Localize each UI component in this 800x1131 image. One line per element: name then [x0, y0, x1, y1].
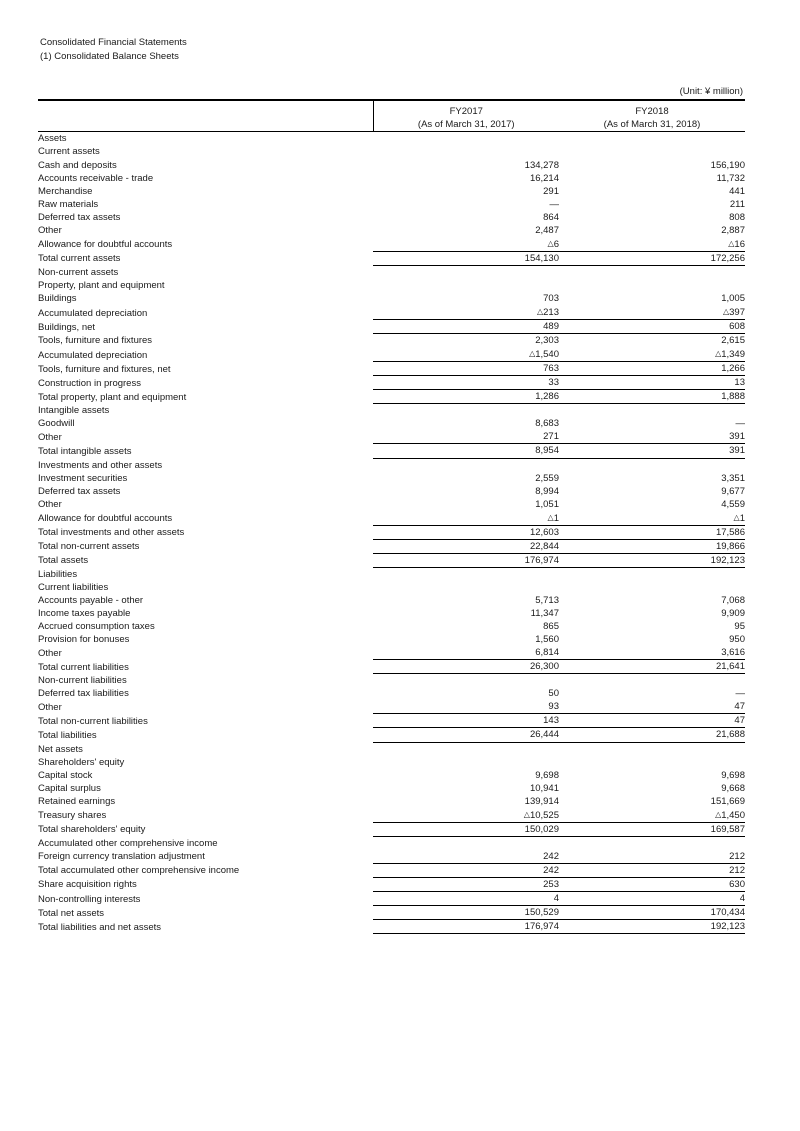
fy2017-year-label: FY2017	[449, 106, 483, 118]
row-value-fy2017	[373, 674, 559, 688]
table-row	[38, 795, 745, 808]
table-row	[38, 404, 745, 418]
row-label: Other	[38, 224, 62, 236]
row-label: Accumulated depreciation	[38, 307, 148, 319]
table-row	[38, 836, 745, 850]
column-header-row	[38, 101, 745, 132]
table-row	[38, 198, 745, 211]
row-value-fy2018: 9,909	[721, 608, 745, 620]
row-value-fy2017: 8,954	[373, 444, 559, 458]
row-value-fy2018: 608	[559, 320, 745, 334]
row-label: Share acquisition rights	[38, 879, 137, 891]
table-row	[38, 620, 745, 633]
row-value-fy2018: 169,587	[559, 822, 745, 836]
document-heading	[40, 36, 745, 64]
row-value-fy2017: △1	[547, 512, 559, 524]
row-value-fy2018: △397	[722, 307, 745, 319]
row-value-fy2018: 3,351	[721, 472, 745, 484]
row-label: Other	[38, 498, 62, 510]
row-value-fy2018: △1	[733, 512, 745, 524]
table-row	[38, 224, 745, 237]
table-row	[38, 742, 745, 756]
row-value-fy2018: 4	[739, 893, 745, 905]
row-value-fy2018	[559, 145, 745, 158]
row-label: Buildings	[38, 292, 77, 304]
row-value-fy2018: 1,005	[721, 292, 745, 304]
row-value-fy2018: 172,256	[559, 251, 745, 265]
row-label: Deferred tax liabilities	[38, 688, 129, 700]
row-value-fy2017: 16,214	[529, 172, 559, 184]
row-value-fy2017: 271	[373, 430, 559, 444]
table-row	[38, 808, 745, 823]
row-label: Retained earnings	[38, 795, 116, 807]
table-row	[38, 498, 745, 511]
row-label: Deferred tax assets	[38, 211, 121, 223]
row-value-fy2018: —	[735, 688, 745, 700]
row-label: Other	[38, 647, 62, 659]
row-value-fy2018	[559, 265, 745, 279]
table-row	[38, 906, 745, 920]
row-label: Current liabilities	[38, 581, 109, 593]
row-value-fy2018: 7,068	[721, 595, 745, 606]
row-value-fy2017: 50	[548, 688, 559, 700]
table-row	[38, 687, 745, 700]
row-label: Investment securities	[38, 472, 128, 484]
row-value-fy2017: 176,974	[373, 553, 559, 567]
label-column-header	[38, 101, 373, 132]
row-label: Net assets	[38, 743, 83, 755]
row-label: Total current liabilities	[38, 661, 129, 673]
unit-note: (Unit: ¥ million)	[679, 86, 743, 98]
table-row	[38, 756, 745, 769]
table-row	[38, 334, 745, 348]
row-label: Raw materials	[38, 198, 99, 210]
row-value-fy2018: 170,434	[559, 906, 745, 920]
fy2018-asof-label: (As of March 31, 2018)	[603, 118, 701, 130]
row-value-fy2018: —	[735, 418, 745, 430]
row-label: Non-current liabilities	[38, 675, 127, 687]
row-value-fy2018: 151,669	[710, 795, 745, 807]
row-value-fy2018: △1,450	[715, 809, 745, 821]
row-value-fy2018: 212	[559, 863, 745, 877]
row-value-fy2018: 211	[729, 198, 745, 210]
row-value-fy2017: 139,914	[524, 795, 559, 807]
row-value-fy2018	[559, 458, 745, 472]
row-label: Total liabilities and net assets	[38, 921, 162, 933]
row-value-fy2018: 13	[559, 376, 745, 390]
table-row	[38, 347, 745, 362]
row-value-fy2018: 11,732	[716, 172, 745, 184]
row-label: Cash and deposits	[38, 159, 117, 171]
table-row	[38, 430, 745, 444]
row-value-fy2017: 763	[373, 362, 559, 376]
table-header	[38, 100, 745, 132]
table-row	[38, 376, 745, 390]
row-value-fy2018: 9,677	[721, 485, 745, 497]
row-value-fy2017: 8,994	[535, 485, 559, 497]
row-value-fy2017: 4	[553, 893, 559, 905]
row-value-fy2018	[559, 404, 745, 418]
table-row	[38, 185, 745, 198]
row-label: Accrued consumption taxes	[38, 621, 155, 633]
document-title: Consolidated Financial Statements	[40, 37, 187, 48]
row-value-fy2017: △6	[547, 238, 559, 250]
table-row	[38, 485, 745, 498]
row-label: Investments and other assets	[38, 459, 163, 471]
row-label: Total net assets	[38, 907, 105, 919]
row-value-fy2017: 26,300	[373, 660, 559, 674]
row-label: Capital surplus	[38, 782, 101, 794]
row-value-fy2017	[373, 132, 559, 145]
table-row	[38, 920, 745, 934]
row-value-fy2017: 2,303	[535, 335, 559, 347]
row-label: Total liabilities	[38, 729, 97, 741]
row-value-fy2018	[559, 836, 745, 850]
row-value-fy2017: 489	[373, 320, 559, 334]
row-label: Allowance for doubtful accounts	[38, 239, 173, 251]
row-value-fy2018: 1,266	[559, 362, 745, 376]
row-label: Accumulated other comprehensive income	[38, 837, 218, 849]
row-value-fy2017: —	[549, 198, 559, 210]
table-row	[38, 159, 745, 172]
row-label: Liabilities	[38, 568, 78, 580]
table-row	[38, 132, 745, 145]
row-value-fy2017	[373, 581, 559, 594]
row-value-fy2017: 11,347	[530, 608, 559, 620]
table-row	[38, 850, 745, 864]
table-row	[38, 633, 745, 646]
row-value-fy2017: 143	[373, 714, 559, 728]
row-value-fy2017: 253	[373, 877, 559, 891]
table-row	[38, 594, 745, 607]
table-row	[38, 769, 745, 782]
table-row	[38, 728, 745, 742]
table-row	[38, 172, 745, 185]
table-row	[38, 145, 745, 158]
row-label: Assets	[38, 133, 67, 145]
row-value-fy2017: 176,974	[373, 920, 559, 934]
table-row	[38, 390, 745, 404]
row-label: Other	[38, 701, 62, 713]
row-value-fy2017: 154,130	[373, 251, 559, 265]
row-value-fy2017: 242	[373, 863, 559, 877]
row-value-fy2017	[373, 265, 559, 279]
row-label: Other	[38, 431, 62, 443]
row-value-fy2017: 865	[543, 621, 559, 633]
row-value-fy2017	[373, 279, 559, 292]
row-value-fy2018	[559, 756, 745, 769]
row-value-fy2017: 9,698	[535, 769, 559, 781]
row-label: Buildings, net	[38, 321, 96, 333]
table-row	[38, 251, 745, 265]
row-value-fy2018: 950	[729, 634, 745, 646]
table-row	[38, 211, 745, 224]
row-label: Total property, plant and equipment	[38, 391, 187, 403]
row-label: Merchandise	[38, 185, 93, 197]
table-row	[38, 279, 745, 292]
table-row	[38, 782, 745, 795]
row-label: Capital stock	[38, 769, 93, 781]
row-value-fy2018: 95	[734, 621, 745, 633]
row-label: Total accumulated other comprehensive income	[38, 865, 240, 877]
row-value-fy2018: 17,586	[559, 525, 745, 539]
row-value-fy2018	[559, 132, 745, 145]
row-value-fy2018: 1,888	[559, 390, 745, 404]
row-label: Income taxes payable	[38, 608, 131, 620]
table-row	[38, 511, 745, 526]
row-value-fy2017: 22,844	[373, 539, 559, 553]
row-value-fy2017: 242	[543, 850, 559, 862]
row-value-fy2017: 864	[543, 211, 559, 223]
table-row	[38, 607, 745, 620]
row-value-fy2017: △10,525	[523, 809, 559, 821]
row-label: Total investments and other assets	[38, 527, 185, 539]
row-value-fy2017: 5,713	[535, 595, 559, 606]
row-value-fy2018: 47	[559, 714, 745, 728]
row-label: Intangible assets	[38, 405, 110, 417]
row-value-fy2018: 808	[729, 211, 745, 223]
row-label: Tools, furniture and fixtures, net	[38, 363, 171, 375]
table-row	[38, 265, 745, 279]
row-value-fy2018: 21,641	[559, 660, 745, 674]
row-value-fy2017: 2,487	[535, 224, 559, 236]
table-row	[38, 417, 745, 430]
row-label: Foreign currency translation adjustment	[38, 851, 205, 863]
row-value-fy2018: 192,123	[559, 920, 745, 934]
row-label: Total shareholders' equity	[38, 824, 146, 836]
row-label: Accounts payable - other	[38, 595, 144, 606]
row-label: Tools, furniture and fixtures	[38, 335, 153, 347]
row-label: Treasury shares	[38, 810, 107, 822]
row-value-fy2017	[373, 567, 559, 581]
table-row	[38, 700, 745, 714]
table-row	[38, 539, 745, 553]
row-value-fy2017: 150,529	[373, 906, 559, 920]
row-value-fy2017: 703	[543, 292, 559, 304]
table-row	[38, 714, 745, 728]
table-row	[38, 660, 745, 674]
table-row	[38, 553, 745, 567]
row-value-fy2017: 12,603	[373, 525, 559, 539]
row-value-fy2018: 192,123	[559, 553, 745, 567]
row-label: Accumulated depreciation	[38, 349, 148, 361]
column-header-fy2017	[373, 101, 559, 132]
row-label: Total non-current liabilities	[38, 715, 148, 727]
row-value-fy2017	[373, 404, 559, 418]
row-value-fy2018: 4,559	[721, 498, 745, 510]
row-value-fy2018	[559, 581, 745, 594]
row-value-fy2017	[373, 836, 559, 850]
row-value-fy2018	[559, 674, 745, 688]
row-value-fy2018: 2,887	[721, 224, 745, 236]
row-value-fy2017: 8,683	[535, 418, 559, 430]
row-value-fy2017: 1,286	[373, 390, 559, 404]
row-value-fy2018: △16	[728, 238, 745, 250]
row-value-fy2018: 391	[559, 444, 745, 458]
row-label: Total intangible assets	[38, 445, 132, 457]
row-value-fy2017: 134,278	[524, 159, 559, 171]
document-subtitle: (1) Consolidated Balance Sheets	[40, 51, 179, 63]
row-value-fy2018: 441	[729, 185, 745, 197]
row-label: Total current assets	[38, 253, 121, 265]
row-value-fy2018: △1,349	[715, 349, 745, 361]
row-value-fy2018: 47	[734, 701, 745, 713]
row-value-fy2017: 93	[548, 701, 559, 713]
table-row	[38, 320, 745, 334]
row-value-fy2017: △213	[536, 307, 559, 319]
column-header-fy2018	[559, 101, 745, 132]
row-value-fy2018: 630	[559, 877, 745, 891]
row-value-fy2018	[559, 567, 745, 581]
row-value-fy2018	[559, 742, 745, 756]
row-value-fy2018: 212	[729, 850, 745, 862]
row-value-fy2017: 6,814	[535, 647, 559, 659]
row-value-fy2017	[373, 742, 559, 756]
table-row	[38, 525, 745, 539]
row-value-fy2018: 2,615	[721, 335, 745, 347]
row-value-fy2018: 9,698	[721, 769, 745, 781]
balance-sheet-table	[38, 99, 745, 934]
row-label: Non-current assets	[38, 266, 119, 278]
row-value-fy2017: 291	[543, 185, 559, 197]
row-value-fy2017: 33	[373, 376, 559, 390]
table-row	[38, 472, 745, 485]
table-row	[38, 646, 745, 660]
row-value-fy2018: 391	[559, 430, 745, 444]
row-value-fy2017	[373, 458, 559, 472]
row-value-fy2018: 156,190	[710, 159, 745, 171]
table-row	[38, 444, 745, 458]
row-label: Allowance for doubtful accounts	[38, 513, 173, 525]
row-value-fy2018: 9,668	[721, 782, 745, 794]
fy2018-year-label: FY2018	[635, 106, 669, 118]
table-row	[38, 292, 745, 305]
table-row	[38, 581, 745, 594]
table-row	[38, 877, 745, 891]
table-row	[38, 458, 745, 472]
row-value-fy2018: 3,616	[721, 647, 745, 659]
row-value-fy2017: 2,559	[535, 472, 559, 484]
row-label: Goodwill	[38, 418, 75, 430]
table-row	[38, 237, 745, 252]
table-row	[38, 863, 745, 877]
row-label: Current assets	[38, 146, 100, 158]
row-label: Total non-current assets	[38, 541, 140, 553]
row-label: Construction in progress	[38, 377, 141, 389]
row-label: Accounts receivable - trade	[38, 172, 154, 184]
table-row	[38, 822, 745, 836]
row-value-fy2017	[373, 756, 559, 769]
row-value-fy2018: 19,866	[559, 539, 745, 553]
row-value-fy2018: 21,688	[559, 728, 745, 742]
table-row	[38, 305, 745, 320]
row-value-fy2017	[373, 145, 559, 158]
row-value-fy2017: △1,540	[529, 349, 559, 361]
row-label: Provision for bonuses	[38, 634, 130, 646]
row-label: Property, plant and equipment	[38, 279, 165, 291]
row-label: Shareholders' equity	[38, 756, 125, 768]
table-row	[38, 567, 745, 581]
table-row	[38, 674, 745, 688]
table-row	[38, 892, 745, 906]
table-row	[38, 362, 745, 376]
row-value-fy2017: 26,444	[373, 728, 559, 742]
row-value-fy2017: 1,560	[535, 634, 559, 646]
table-body	[38, 132, 745, 933]
row-label: Deferred tax assets	[38, 485, 121, 497]
row-value-fy2017: 10,941	[529, 782, 559, 794]
fy2017-asof-label: (As of March 31, 2017)	[417, 118, 515, 130]
row-value-fy2018	[559, 279, 745, 292]
row-label: Non-controlling interests	[38, 893, 141, 905]
row-value-fy2017: 1,051	[535, 498, 559, 510]
row-value-fy2017: 150,029	[373, 822, 559, 836]
row-label: Total assets	[38, 555, 89, 567]
